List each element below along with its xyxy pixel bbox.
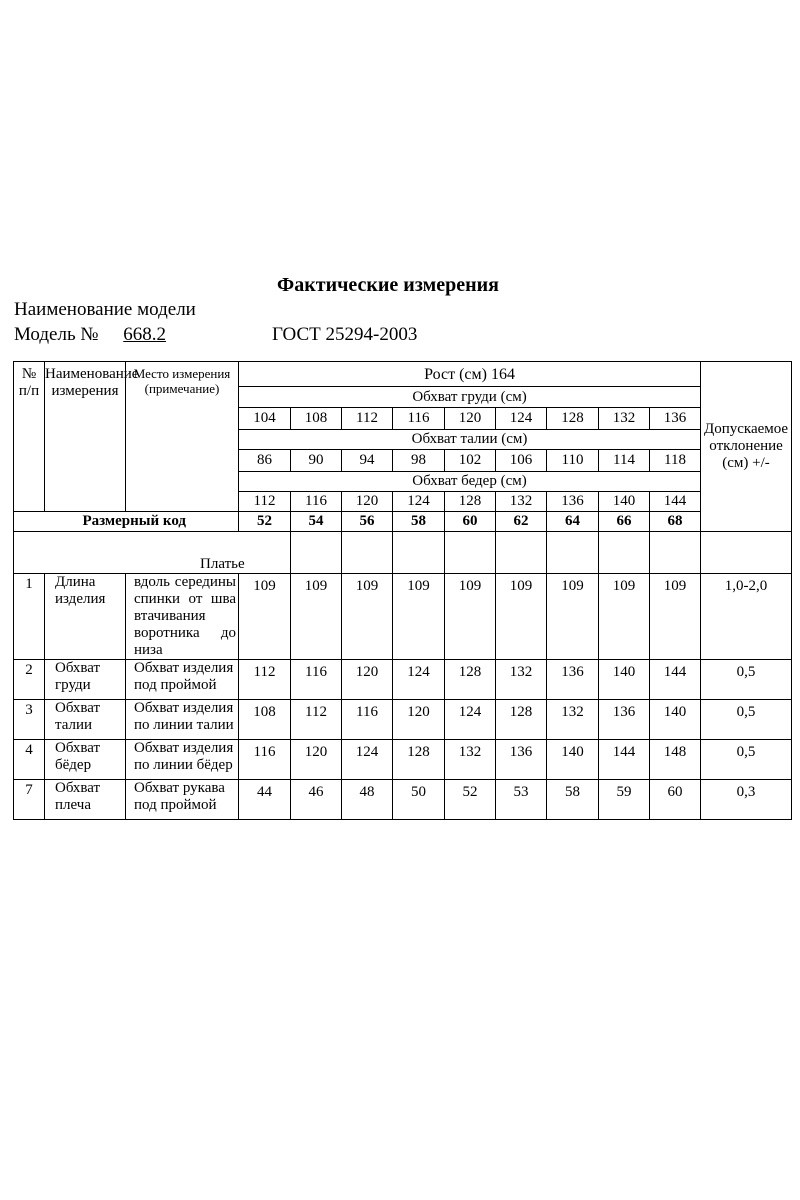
measurement-place: Обхват рукава под проймой: [126, 780, 239, 820]
size-code-value: 54: [291, 512, 342, 532]
measurement-value: 140: [599, 660, 650, 700]
size-code-value: 66: [599, 512, 650, 532]
header-tolerance: Допускаемое отклонение (см) +/-: [701, 362, 792, 532]
measurement-value: 136: [599, 700, 650, 740]
size-code-value: 68: [650, 512, 701, 532]
measurement-value: 128: [496, 700, 547, 740]
measurement-value: 48: [342, 780, 393, 820]
size-code-value: 62: [496, 512, 547, 532]
measurement-value: 120: [393, 700, 445, 740]
chest-value: 104: [239, 408, 291, 430]
tolerance-value: 0,5: [701, 700, 792, 740]
measurement-value: 109: [496, 574, 547, 660]
tolerance-value: 1,0-2,0: [701, 574, 792, 660]
measurement-value: 140: [650, 700, 701, 740]
measurement-value: 109: [547, 574, 599, 660]
header-waist-label: Обхват талии (см): [239, 430, 701, 450]
chest-value: 132: [599, 408, 650, 430]
measurement-value: 116: [239, 740, 291, 780]
hips-value: 132: [496, 492, 547, 512]
table-row: [14, 574, 792, 660]
measurement-value: 120: [291, 740, 342, 780]
measurement-value: 132: [445, 740, 496, 780]
measurement-place: Обхват изделия под проймой: [126, 660, 239, 700]
chest-value: 128: [547, 408, 599, 430]
measurement-value: 109: [393, 574, 445, 660]
hips-value: 116: [291, 492, 342, 512]
measurement-value: 46: [291, 780, 342, 820]
row-number: 1: [14, 574, 45, 660]
measurement-name: Обхват бёдер: [45, 740, 126, 780]
chest-value: 108: [291, 408, 342, 430]
chest-value: 120: [445, 408, 496, 430]
waist-value: 110: [547, 450, 599, 472]
measurement-name: Длина изделия: [45, 574, 126, 660]
table-row: [14, 700, 792, 740]
measurement-value: 120: [342, 660, 393, 700]
measurement-value: 128: [393, 740, 445, 780]
table-row: [14, 740, 792, 780]
measurement-value: 128: [445, 660, 496, 700]
measurement-value: 109: [445, 574, 496, 660]
waist-value: 90: [291, 450, 342, 472]
hips-value: 120: [342, 492, 393, 512]
measurement-value: 112: [239, 660, 291, 700]
section-title: Платье: [14, 532, 291, 574]
waist-value: 94: [342, 450, 393, 472]
measurement-value: 136: [496, 740, 547, 780]
measurement-value: 148: [650, 740, 701, 780]
header-chest-label: Обхват груди (см): [239, 387, 701, 408]
header-name: Наименование измерения: [45, 362, 126, 512]
measurement-place: вдоль середины спинки от шва втачивания воротника до низа: [126, 574, 239, 660]
measurements-table: [13, 361, 792, 820]
measurement-value: 60: [650, 780, 701, 820]
waist-value: 102: [445, 450, 496, 472]
hips-value: 124: [393, 492, 445, 512]
row-number: 4: [14, 740, 45, 780]
waist-value: 118: [650, 450, 701, 472]
row-number: 2: [14, 660, 45, 700]
waist-value: 106: [496, 450, 547, 472]
tolerance-value: 0,3: [701, 780, 792, 820]
page-title: Фактические измерения: [277, 274, 499, 296]
size-code-label: Размерный код: [14, 512, 239, 532]
measurement-value: 144: [599, 740, 650, 780]
header-hips-label: Обхват бедер (см): [239, 472, 701, 492]
measurement-value: 59: [599, 780, 650, 820]
row-number: 7: [14, 780, 45, 820]
header-num: № п/п: [14, 362, 45, 512]
measurement-value: 124: [393, 660, 445, 700]
measurement-name: Обхват груди: [45, 660, 126, 700]
measurement-value: 109: [650, 574, 701, 660]
measurement-value: 144: [650, 660, 701, 700]
size-code-value: 52: [239, 512, 291, 532]
model-name-label: Наименование модели: [14, 299, 196, 320]
chest-value: 136: [650, 408, 701, 430]
model-number-label: Модель №: [14, 324, 99, 345]
measurement-value: 53: [496, 780, 547, 820]
size-code-value: 64: [547, 512, 599, 532]
header-height: Рост (см) 164: [239, 362, 701, 387]
measurement-name: Обхват талии: [45, 700, 126, 740]
measurement-value: 136: [547, 660, 599, 700]
hips-value: 140: [599, 492, 650, 512]
measurement-value: 44: [239, 780, 291, 820]
measurement-value: 124: [445, 700, 496, 740]
measurement-place: Обхват изделия по линии талии: [126, 700, 239, 740]
row-number: 3: [14, 700, 45, 740]
chest-value: 112: [342, 408, 393, 430]
measurement-value: 58: [547, 780, 599, 820]
chest-value: 124: [496, 408, 547, 430]
model-number: 668.2: [123, 324, 166, 345]
size-code-value: 56: [342, 512, 393, 532]
waist-value: 98: [393, 450, 445, 472]
measurement-value: 50: [393, 780, 445, 820]
tolerance-value: 0,5: [701, 740, 792, 780]
hips-value: 144: [650, 492, 701, 512]
measurement-value: 109: [291, 574, 342, 660]
measurement-value: 116: [291, 660, 342, 700]
measurement-value: 109: [599, 574, 650, 660]
measurement-value: 109: [239, 574, 291, 660]
header-place: Место измерения (примечание): [126, 362, 239, 512]
hips-value: 128: [445, 492, 496, 512]
measurement-value: 52: [445, 780, 496, 820]
chest-value: 116: [393, 408, 445, 430]
measurement-place: Обхват изделия по линии бёдер: [126, 740, 239, 780]
tolerance-value: 0,5: [701, 660, 792, 700]
measurement-value: 132: [547, 700, 599, 740]
measurement-value: 124: [342, 740, 393, 780]
size-code-value: 58: [393, 512, 445, 532]
measurement-value: 112: [291, 700, 342, 740]
measurement-name: Обхват плеча: [45, 780, 126, 820]
measurement-value: 108: [239, 700, 291, 740]
hips-value: 136: [547, 492, 599, 512]
measurement-value: 116: [342, 700, 393, 740]
measurement-value: 109: [342, 574, 393, 660]
table-row: [14, 780, 792, 820]
waist-value: 86: [239, 450, 291, 472]
measurement-value: 140: [547, 740, 599, 780]
hips-value: 112: [239, 492, 291, 512]
table-row: [14, 660, 792, 700]
gost-standard: ГОСТ 25294-2003: [272, 324, 418, 345]
size-code-value: 60: [445, 512, 496, 532]
measurement-value: 132: [496, 660, 547, 700]
model-number-line: [14, 324, 172, 346]
waist-value: 114: [599, 450, 650, 472]
